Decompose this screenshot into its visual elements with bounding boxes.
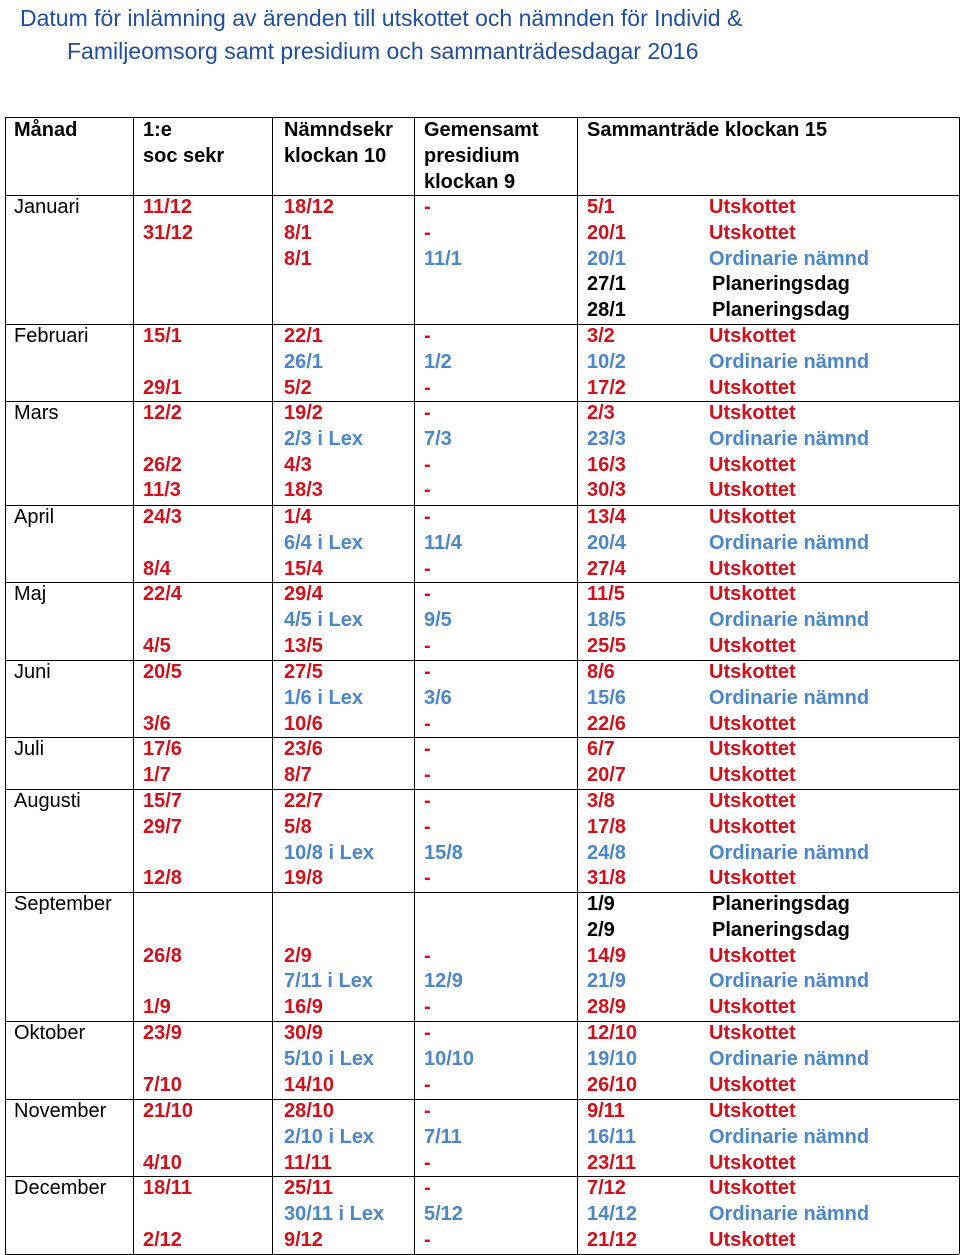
presidium-date: -: [424, 763, 431, 786]
namndsekr-date: 1/6 i Lex: [284, 686, 363, 709]
soc-sekr-date: 12/8: [143, 867, 182, 890]
namndsekr-date: 11/11: [284, 1151, 332, 1174]
presidium-date: -: [424, 815, 431, 838]
header-gem-line-2: presidium: [424, 144, 520, 167]
presidium-date: -: [424, 453, 431, 476]
meeting-date: 20/7: [587, 763, 626, 786]
meeting-date: 11/5: [587, 583, 625, 605]
soc-sekr-date: 18/11: [143, 1177, 192, 1199]
namndsekr-date: 14/10: [284, 1073, 335, 1096]
header-soc-line-2: soc sekr: [143, 144, 225, 167]
meeting-type: Utskottet: [709, 815, 796, 838]
presidium-date: 7/3: [424, 427, 452, 450]
soc-sekr-date: 1/7: [143, 763, 171, 786]
soc-sekr-date: 23/9: [143, 1022, 182, 1044]
meeting-type: Planeringsdag: [712, 299, 850, 322]
meeting-date: 2/9: [587, 918, 615, 941]
meeting-date: 27/4: [587, 557, 626, 580]
meeting-type: Utskottet: [709, 634, 796, 657]
meeting-type: Ordinarie nämnd: [709, 531, 870, 554]
soc-sekr-date: 11/12: [143, 196, 192, 218]
meeting-type: Utskottet: [709, 196, 796, 218]
presidium-date: -: [424, 1100, 431, 1122]
soc-sekr-date: 7/10: [143, 1073, 182, 1096]
month-name: Maj: [14, 583, 47, 605]
meeting-date: 20/1: [587, 247, 626, 270]
column-divider: [133, 117, 134, 1254]
header-namnd-line-1: Nämndsekr: [284, 119, 393, 141]
meeting-date: 20/1: [587, 221, 626, 244]
soc-sekr-date: 2/12: [143, 1228, 182, 1251]
presidium-date: -: [424, 867, 431, 890]
meeting-type: Ordinarie nämnd: [709, 970, 870, 993]
presidium-date: -: [424, 221, 431, 244]
soc-sekr-date: 31/12: [143, 221, 194, 244]
presidium-date: 9/5: [424, 608, 452, 631]
meeting-date: 7/12: [587, 1177, 626, 1199]
meeting-date: 13/4: [587, 506, 626, 528]
meeting-date: 25/5: [587, 634, 626, 657]
namndsekr-date: 23/6: [284, 738, 323, 760]
soc-sekr-date: 24/3: [143, 506, 182, 528]
meeting-type: Ordinarie nämnd: [709, 608, 870, 631]
meeting-type: Utskottet: [709, 221, 796, 244]
namndsekr-date: 25/11: [284, 1177, 333, 1199]
meeting-type: Planeringsdag: [712, 273, 850, 296]
header-soc-line-1: 1:e: [143, 119, 172, 141]
meeting-type: Utskottet: [709, 325, 796, 347]
title-line-1: Datum för inlämning av ärenden till utskottet och nämnden för Individ &: [20, 5, 743, 31]
namndsekr-date: 1/4: [284, 506, 312, 528]
namndsekr-date: 2/10 i Lex: [284, 1125, 375, 1148]
namndsekr-date: 22/1: [284, 325, 323, 347]
presidium-date: -: [424, 634, 431, 657]
soc-sekr-date: 11/3: [143, 479, 181, 502]
meeting-type: Utskottet: [709, 506, 796, 528]
meeting-date: 14/9: [587, 944, 626, 967]
soc-sekr-date: 4/10: [143, 1151, 182, 1174]
presidium-date: -: [424, 944, 431, 967]
month-name: April: [14, 506, 55, 528]
meeting-type: Planeringsdag: [712, 918, 850, 941]
meeting-type: Ordinarie nämnd: [709, 427, 870, 450]
meeting-date: 26/10: [587, 1073, 638, 1096]
meeting-type: Utskottet: [709, 1100, 796, 1122]
meeting-date: 17/2: [587, 376, 626, 399]
namndsekr-date: 30/11 i Lex: [284, 1202, 385, 1225]
month-name: Januari: [14, 196, 80, 218]
meeting-type: Ordinarie nämnd: [709, 841, 870, 864]
meeting-type: Ordinarie nämnd: [709, 247, 870, 270]
meeting-type: Ordinarie nämnd: [709, 1202, 870, 1225]
meeting-type: Utskottet: [709, 583, 796, 605]
namndsekr-date: 2/3 i Lex: [284, 427, 363, 450]
presidium-date: -: [424, 661, 431, 683]
namndsekr-date: 27/5: [284, 661, 323, 683]
meeting-date: 28/1: [587, 299, 626, 322]
meeting-type: Utskottet: [709, 1228, 796, 1251]
presidium-date: -: [424, 1073, 431, 1096]
namndsekr-date: 2/9: [284, 944, 312, 967]
meeting-date: 16/11: [587, 1125, 636, 1148]
soc-sekr-date: 29/1: [143, 376, 182, 399]
namndsekr-date: 28/10: [284, 1100, 335, 1122]
month-name: Augusti: [14, 790, 81, 812]
soc-sekr-date: 29/7: [143, 815, 182, 838]
meeting-date: 6/7: [587, 738, 615, 760]
meeting-type: Ordinarie nämnd: [709, 350, 870, 373]
presidium-date: -: [424, 996, 431, 1019]
presidium-date: 5/12: [424, 1202, 463, 1225]
presidium-date: -: [424, 196, 431, 218]
soc-sekr-date: 1/9: [143, 996, 171, 1019]
namndsekr-date: 6/4 i Lex: [284, 531, 363, 554]
meeting-type: Utskottet: [709, 738, 796, 760]
namndsekr-date: 16/9: [284, 996, 323, 1019]
namndsekr-date: 8/7: [284, 763, 312, 786]
meeting-date: 21/9: [587, 970, 626, 993]
namndsekr-date: 8/1: [284, 247, 312, 270]
presidium-date: 3/6: [424, 686, 452, 709]
meeting-type: Utskottet: [709, 1022, 796, 1044]
namndsekr-date: 13/5: [284, 634, 323, 657]
presidium-date: -: [424, 738, 431, 760]
month-name: September: [14, 893, 112, 915]
presidium-date: -: [424, 583, 431, 605]
meeting-date: 17/8: [587, 815, 626, 838]
presidium-date: 15/8: [424, 841, 463, 864]
meeting-type: Utskottet: [709, 1151, 796, 1174]
soc-sekr-date: 26/2: [143, 453, 182, 476]
meeting-date: 10/2: [587, 350, 626, 373]
meeting-date: 2/3: [587, 402, 615, 424]
namndsekr-date: 10/8 i Lex: [284, 841, 375, 864]
namndsekr-date: 4/3: [284, 453, 312, 476]
soc-sekr-date: 12/2: [143, 402, 182, 424]
meeting-date: 14/12: [587, 1202, 638, 1225]
meeting-date: 9/11: [587, 1100, 625, 1122]
meeting-type: Utskottet: [709, 1073, 796, 1096]
soc-sekr-date: 15/7: [143, 790, 182, 812]
soc-sekr-date: 17/6: [143, 738, 182, 760]
presidium-date: -: [424, 376, 431, 399]
namndsekr-date: 10/6: [284, 712, 323, 735]
meeting-date: 20/4: [587, 531, 626, 554]
namndsekr-date: 26/1: [284, 350, 323, 373]
presidium-date: -: [424, 557, 431, 580]
presidium-date: -: [424, 325, 431, 347]
meeting-date: 1/9: [587, 893, 615, 915]
namndsekr-date: 5/2: [284, 376, 312, 399]
meeting-date: 12/10: [587, 1022, 638, 1044]
meeting-type: Utskottet: [709, 402, 796, 424]
meeting-date: 23/3: [587, 427, 626, 450]
namndsekr-date: 19/2: [284, 402, 323, 424]
presidium-date: 11/4: [424, 531, 462, 554]
column-divider: [414, 117, 415, 1254]
meeting-type: Utskottet: [709, 763, 796, 786]
meeting-date: 28/9: [587, 996, 626, 1019]
header-manad: Månad: [14, 119, 78, 141]
month-name: November: [14, 1100, 107, 1122]
namndsekr-date: 19/8: [284, 867, 323, 890]
presidium-date: -: [424, 1228, 431, 1251]
meeting-date: 5/1: [587, 196, 615, 218]
namndsekr-date: 5/8: [284, 815, 312, 838]
month-name: Juli: [14, 738, 45, 760]
meeting-type: Utskottet: [709, 996, 796, 1019]
namndsekr-date: 9/12: [284, 1228, 323, 1251]
namndsekr-date: 8/1: [284, 221, 312, 244]
meeting-date: 21/12: [587, 1228, 638, 1251]
meeting-date: 30/3: [587, 479, 626, 502]
namndsekr-date: 18/12: [284, 196, 335, 218]
month-name: Juni: [14, 661, 51, 683]
soc-sekr-date: 3/6: [143, 712, 171, 735]
row-divider: [5, 117, 959, 118]
meeting-type: Ordinarie nämnd: [709, 1047, 870, 1070]
meeting-date: 19/10: [587, 1047, 638, 1070]
meeting-date: 15/6: [587, 686, 626, 709]
namndsekr-date: 15/4: [284, 557, 323, 580]
presidium-date: -: [424, 790, 431, 812]
column-divider: [577, 117, 578, 1254]
month-name: December: [14, 1177, 107, 1199]
presidium-date: -: [424, 1151, 431, 1174]
meeting-type: Utskottet: [709, 376, 796, 399]
meeting-type: Ordinarie nämnd: [709, 686, 870, 709]
namndsekr-date: 7/11 i Lex: [284, 970, 373, 993]
namndsekr-date: 29/4: [284, 583, 323, 605]
meeting-date: 24/8: [587, 841, 626, 864]
meeting-date: 16/3: [587, 453, 626, 476]
presidium-date: 11/1: [424, 247, 462, 270]
meeting-type: Utskottet: [709, 944, 796, 967]
soc-sekr-date: 4/5: [143, 634, 171, 657]
presidium-date: -: [424, 1022, 431, 1044]
meeting-date: 3/8: [587, 790, 615, 812]
namndsekr-date: 30/9: [284, 1022, 323, 1044]
presidium-date: -: [424, 1177, 431, 1199]
month-name: Oktober: [14, 1022, 86, 1044]
month-name: Mars: [14, 402, 59, 424]
soc-sekr-date: 20/5: [143, 661, 182, 683]
meeting-type: Utskottet: [709, 661, 796, 683]
header-gem-line-1: Gemensamt: [424, 119, 539, 141]
meeting-date: 22/6: [587, 712, 626, 735]
meeting-date: 31/8: [587, 867, 626, 890]
meeting-date: 8/6: [587, 661, 615, 683]
meeting-type: Utskottet: [709, 712, 796, 735]
presidium-date: -: [424, 712, 431, 735]
soc-sekr-date: 26/8: [143, 944, 182, 967]
column-divider: [272, 117, 273, 1254]
presidium-date: -: [424, 479, 431, 502]
namndsekr-date: 22/7: [284, 790, 323, 812]
namndsekr-date: 18/3: [284, 479, 323, 502]
presidium-date: -: [424, 506, 431, 528]
presidium-date: -: [424, 402, 431, 424]
presidium-date: 12/9: [424, 970, 463, 993]
presidium-date: 10/10: [424, 1047, 475, 1070]
namndsekr-date: 5/10 i Lex: [284, 1047, 375, 1070]
header-sammantrade: Sammanträde klockan 15: [587, 119, 828, 141]
meeting-type: Utskottet: [709, 867, 796, 890]
meeting-type: Planeringsdag: [712, 893, 850, 915]
meeting-type: Utskottet: [709, 557, 796, 580]
soc-sekr-date: 15/1: [143, 325, 182, 347]
meeting-type: Utskottet: [709, 790, 796, 812]
namndsekr-date: 4/5 i Lex: [284, 608, 363, 631]
title-line-2: Familjeomsorg samt presidium och sammanträdesdagar 2016: [67, 38, 699, 64]
meeting-date: 3/2: [587, 325, 615, 347]
meeting-type: Utskottet: [709, 453, 796, 476]
soc-sekr-date: 21/10: [143, 1100, 194, 1122]
header-namnd-line-2: klockan 10: [284, 144, 387, 167]
month-name: Februari: [14, 325, 89, 347]
meeting-date: 18/5: [587, 608, 626, 631]
meeting-type: Utskottet: [709, 479, 796, 502]
presidium-date: 1/2: [424, 350, 452, 373]
meeting-date: 27/1: [587, 273, 626, 296]
presidium-date: 7/11: [424, 1125, 462, 1148]
meeting-type: Utskottet: [709, 1177, 796, 1199]
column-divider: [5, 117, 6, 1254]
meeting-type: Ordinarie nämnd: [709, 1125, 870, 1148]
meeting-date: 23/11: [587, 1151, 636, 1174]
soc-sekr-date: 22/4: [143, 583, 182, 605]
header-gem-line-3: klockan 9: [424, 170, 516, 193]
soc-sekr-date: 8/4: [143, 557, 171, 580]
